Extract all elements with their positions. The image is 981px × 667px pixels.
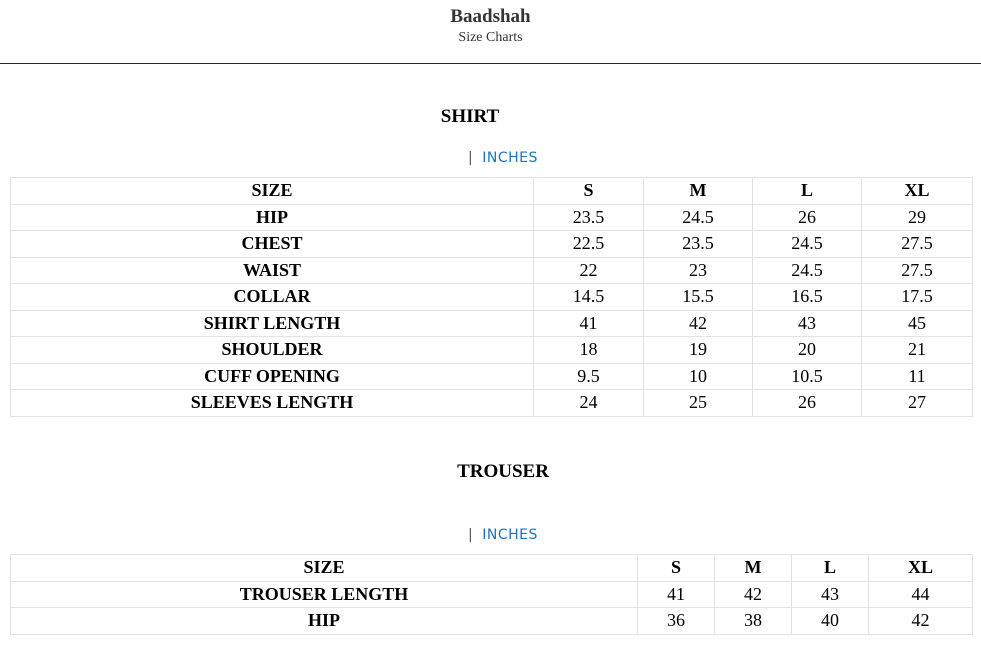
measurement-value: 45 [862, 310, 973, 337]
measurement-label: TROUSER LENGTH [11, 581, 638, 608]
measurement-value: 9.5 [534, 363, 644, 390]
measurement-value: 21 [862, 337, 973, 364]
measurement-value: 43 [792, 581, 869, 608]
column-header-s: S [638, 555, 715, 582]
measurement-value: 11 [862, 363, 973, 390]
trouser-units-toggle[interactable] [468, 527, 538, 543]
measurement-value: 43 [753, 310, 862, 337]
measurement-value: 26 [753, 390, 862, 417]
measurement-label: CHEST [11, 231, 534, 258]
measurement-value: 22 [534, 257, 644, 284]
measurement-value: 24.5 [644, 204, 753, 231]
measurement-value: 23 [644, 257, 753, 284]
shirt-units-toggle[interactable] [468, 150, 538, 166]
measurement-value: 19 [644, 337, 753, 364]
column-header-xl: XL [862, 178, 973, 205]
measurement-value: 27.5 [862, 231, 973, 258]
trouser-size-table [10, 554, 973, 635]
page-subtitle: Size Charts [458, 30, 523, 45]
trouser-table-body [11, 555, 973, 635]
brand-name: Baadshah [450, 6, 531, 27]
page-header [0, 0, 981, 64]
measurement-value: 36 [638, 608, 715, 635]
measurement-value: 23.5 [534, 204, 644, 231]
table-row [11, 204, 973, 231]
table-row [11, 363, 973, 390]
units-label[interactable]: INCHES [482, 150, 538, 166]
measurement-value: 25 [644, 390, 753, 417]
measurement-value: 42 [869, 608, 973, 635]
measurement-value: 29 [862, 204, 973, 231]
measurement-label: SHIRT LENGTH [11, 310, 534, 337]
measurement-value: 27.5 [862, 257, 973, 284]
table-row [11, 390, 973, 417]
shirt-section-title: SHIRT [440, 106, 500, 127]
measurement-value: 41 [638, 581, 715, 608]
column-header-size: SIZE [11, 178, 534, 205]
units-separator: | [468, 150, 474, 166]
measurement-value: 27 [862, 390, 973, 417]
table-row [11, 310, 973, 337]
measurement-value: 18 [534, 337, 644, 364]
table-row [11, 608, 973, 635]
measurement-value: 40 [792, 608, 869, 635]
trouser-section-title: TROUSER [457, 461, 549, 482]
table-header-row [11, 178, 973, 205]
measurement-label: HIP [11, 204, 534, 231]
measurement-value: 16.5 [753, 284, 862, 311]
measurement-value: 42 [715, 581, 792, 608]
table-row [11, 257, 973, 284]
measurement-value: 20 [753, 337, 862, 364]
table-header-row [11, 555, 973, 582]
units-separator: | [468, 527, 474, 543]
measurement-value: 38 [715, 608, 792, 635]
column-header-l: L [792, 555, 869, 582]
shirt-size-table [10, 177, 973, 417]
measurement-value: 42 [644, 310, 753, 337]
column-header-m: M [644, 178, 753, 205]
column-header-m: M [715, 555, 792, 582]
measurement-value: 14.5 [534, 284, 644, 311]
shirt-table-body [11, 178, 973, 417]
measurement-label: HIP [11, 608, 638, 635]
measurement-value: 10 [644, 363, 753, 390]
measurement-value: 44 [869, 581, 973, 608]
measurement-value: 41 [534, 310, 644, 337]
column-header-l: L [753, 178, 862, 205]
column-header-xl: XL [869, 555, 973, 582]
measurement-value: 15.5 [644, 284, 753, 311]
measurement-value: 22.5 [534, 231, 644, 258]
table-row [11, 284, 973, 311]
measurement-value: 24.5 [753, 257, 862, 284]
measurement-label: SLEEVES LENGTH [11, 390, 534, 417]
measurement-value: 24.5 [753, 231, 862, 258]
column-header-size: SIZE [11, 555, 638, 582]
measurement-value: 23.5 [644, 231, 753, 258]
measurement-value: 26 [753, 204, 862, 231]
table-row [11, 231, 973, 258]
table-row [11, 581, 973, 608]
column-header-s: S [534, 178, 644, 205]
measurement-label: SHOULDER [11, 337, 534, 364]
units-label[interactable]: INCHES [482, 527, 538, 543]
measurement-label: COLLAR [11, 284, 534, 311]
measurement-value: 10.5 [753, 363, 862, 390]
measurement-value: 17.5 [862, 284, 973, 311]
measurement-label: WAIST [11, 257, 534, 284]
measurement-label: CUFF OPENING [11, 363, 534, 390]
measurement-value: 24 [534, 390, 644, 417]
table-row [11, 337, 973, 364]
